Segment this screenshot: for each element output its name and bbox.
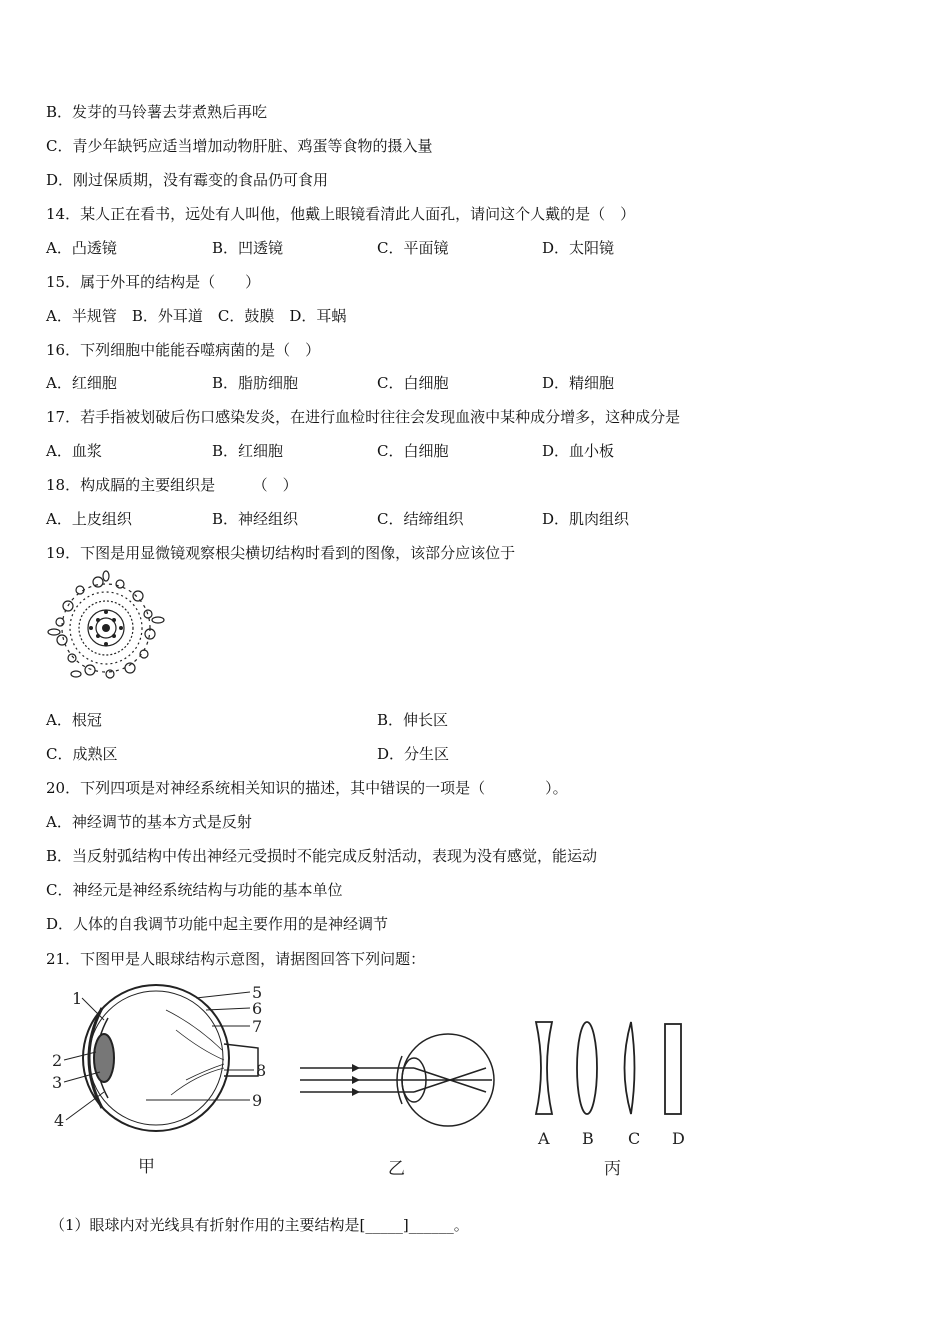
lenses-figure: [526, 1016, 696, 1180]
lens-label-b: B: [582, 1129, 594, 1148]
eye-label-1: 1: [72, 989, 83, 1008]
q17-option-d: D．血小板: [542, 442, 615, 460]
eye-label-8: 8: [256, 1061, 267, 1080]
q20-option-c: C．神经元是神经系统结构与功能的基本单位: [46, 881, 343, 899]
eye-light-rays-figure: [296, 1020, 501, 1180]
root-cross-section-figure: [46, 570, 176, 685]
q15-stem: 15．属于外耳的结构是（ ）: [46, 273, 261, 291]
eye-label-6: 6: [252, 999, 263, 1018]
q16-options: [46, 373, 906, 393]
q13-option-c: C．青少年缺钙应适当增加动物肝脏、鸡蛋等食物的摄入量: [46, 137, 433, 155]
q14-option-b: B．凹透镜: [212, 239, 284, 257]
q18-option-b: B．神经组织: [212, 510, 299, 528]
eye-label-9: 9: [252, 1091, 263, 1110]
q14-options: [46, 238, 906, 258]
eye-label-3: 3: [52, 1073, 63, 1092]
q17-option-b: B．红细胞: [212, 442, 284, 460]
q20-option-b: B．当反射弧结构中传出神经元受损时不能完成反射活动，表现为没有感觉，能运动: [46, 847, 598, 865]
q16-option-c: C．白细胞: [377, 374, 449, 392]
q14-option-a: A．凸透镜: [46, 239, 117, 257]
caption-jia: 甲: [138, 1157, 155, 1177]
eye-label-2: 2: [52, 1051, 63, 1070]
q14-option-d: D．太阳镜: [542, 239, 615, 257]
q18-option-c: C．结缔组织: [377, 510, 464, 528]
convex-lens-shape: [577, 1022, 597, 1114]
q16-option-b: B．脂肪细胞: [212, 374, 299, 392]
q18-options: [46, 509, 906, 529]
q19-option-a: A．根冠: [46, 711, 102, 729]
q21-subquestion-1: （1）眼球内对光线具有折射作用的主要结构是[_____]______。: [50, 1216, 469, 1234]
flat-glass-shape: [665, 1024, 681, 1114]
q17-option-a: A．血浆: [46, 442, 102, 460]
caption-yi: 乙: [388, 1159, 405, 1179]
eye-label-5: 5: [252, 983, 263, 1002]
q18-option-a: A．上皮组织: [46, 510, 132, 528]
q16-option-a: A．红细胞: [46, 374, 117, 392]
q20-option-d: D．人体的自我调节功能中起主要作用的是神经调节: [46, 915, 389, 933]
q17-stem: 17．若手指被划破后伤口感染发炎，在进行血检时往往会发现血液中某种成分增多，这种成分是: [46, 408, 681, 426]
q19-option-c: C．成熟区: [46, 745, 118, 763]
q17-options: [46, 441, 906, 461]
q19-options-row2: [46, 744, 906, 764]
q21-stem: 21．下图甲是人眼球结构示意图，请据图回答下列问题：: [46, 950, 426, 968]
eye-label-7: 7: [252, 1017, 263, 1036]
q20-option-a: A．神经调节的基本方式是反射: [46, 813, 252, 831]
q18-stem: 18．构成膈的主要组织是 （ ）: [46, 476, 298, 494]
lens-label-d: D: [672, 1129, 685, 1148]
q19-option-b: B．伸长区: [377, 711, 449, 729]
q14-option-c: C．平面镜: [377, 239, 449, 257]
eye-structure-figure: [46, 980, 286, 1180]
q16-stem: 16．下列细胞中能能吞噬病菌的是（ ）: [46, 341, 321, 359]
lens-label-c: C: [628, 1129, 641, 1148]
q13-option-b: B．发芽的马铃薯去芽煮熟后再吃: [46, 103, 268, 121]
q13-option-d: D．刚过保质期，没有霉变的食品仍可食用: [46, 171, 329, 189]
q17-option-c: C．白细胞: [377, 442, 449, 460]
q14-stem: 14．某人正在看书，远处有人叫他，他戴上眼镜看清此人面孔，请问这个人戴的是（ ）: [46, 205, 636, 223]
q19-option-d: D．分生区: [377, 745, 450, 763]
q16-option-d: D．精细胞: [542, 374, 615, 392]
q19-options-row1: [46, 710, 906, 730]
plano-convex-lens-shape: [625, 1022, 635, 1114]
q20-stem: 20．下列四项是对神经系统相关知识的描述，其中错误的一项是（ ）。: [46, 779, 568, 797]
caption-bing: 丙: [604, 1159, 621, 1179]
concave-lens-shape: [536, 1022, 552, 1114]
q15-options: A．半规管 B．外耳道 C．鼓膜 D．耳蜗: [46, 307, 347, 325]
lens-label-a: A: [538, 1129, 550, 1148]
eye-label-4: 4: [54, 1111, 65, 1130]
q19-stem: 19．下图是用显微镜观察根尖横切结构时看到的图像，该部分应该位于: [46, 544, 516, 562]
q18-option-d: D．肌肉组织: [542, 510, 630, 528]
